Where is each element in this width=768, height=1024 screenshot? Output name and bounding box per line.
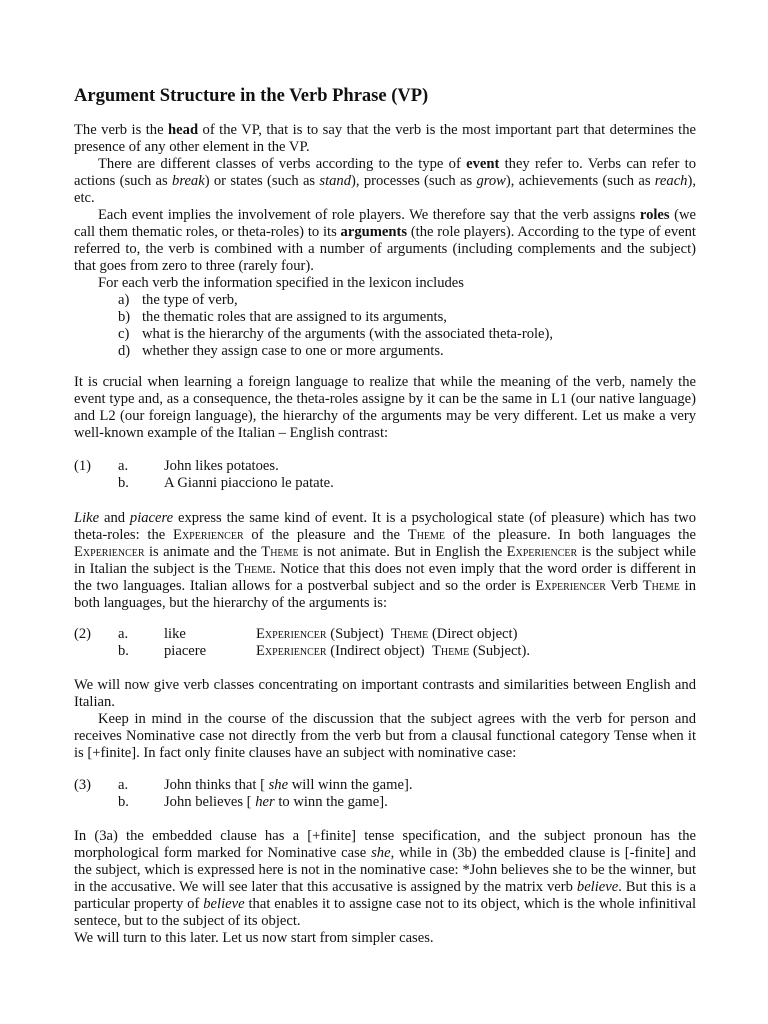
list-text: what is the hierarchy of the arguments (with the associated theta-role), bbox=[142, 326, 554, 342]
italic-term: piacere bbox=[129, 510, 174, 526]
paragraph-finite bbox=[74, 828, 696, 930]
classes-section bbox=[74, 677, 696, 762]
example-sentence: John likes potatoes. bbox=[164, 458, 279, 474]
example-roles bbox=[256, 626, 517, 643]
list-marker: a) bbox=[118, 292, 130, 308]
bold-term: arguments bbox=[340, 224, 408, 240]
italic-term: believe bbox=[576, 879, 619, 895]
italic-term: Like bbox=[74, 510, 100, 526]
italic-term: grow bbox=[476, 173, 506, 189]
example-verb: like bbox=[164, 626, 186, 642]
example-label: b. bbox=[118, 475, 129, 491]
paragraph-classes: We will now give verb classes concentrating on important contrasts and similarities between English and Italian. bbox=[74, 677, 696, 710]
italic-term: stand bbox=[319, 173, 352, 189]
list-text: the thematic roles that are assigned to its arguments, bbox=[142, 309, 447, 325]
smallcaps-term: Theme bbox=[234, 561, 273, 577]
smallcaps-term: Theme bbox=[431, 643, 470, 659]
example-label: a. bbox=[118, 777, 129, 793]
list-marker: c) bbox=[118, 326, 130, 342]
paragraph-head bbox=[74, 122, 696, 156]
text-run: John believes [ bbox=[164, 794, 256, 810]
example-row bbox=[74, 475, 696, 492]
italic-term: she bbox=[371, 845, 391, 861]
text-run: in both languages, but the hierarchy of the arguments is: bbox=[74, 578, 697, 611]
text-run: , while in (3b) the embedded clause is [-finite] and the subject, which is expressed here is not in the nominative case: *John believes she to be the winner, but in the accusative. We will see later that this accusative is assigned by the matrix verb bbox=[74, 845, 696, 895]
example-row bbox=[74, 794, 696, 811]
bold-term: head bbox=[168, 122, 199, 138]
text-run: of the pleasure and the bbox=[243, 527, 408, 543]
paragraph-contrast: It is crucial when learning a foreign language to realize that while the meaning of the verb, namely the event type and, as a consequence, the theta-roles assigne by it can be the same in L1 (our native language) and L2 (our foreign language), the hierarchy of the arguments may be very different. Let us make a very well-known example of the Italian – English contrast: bbox=[74, 374, 696, 441]
example-row bbox=[74, 777, 696, 794]
example-number: (3) bbox=[74, 777, 92, 793]
bold-term: event bbox=[466, 156, 500, 172]
list-marker: d) bbox=[118, 343, 131, 359]
text-run: (we call them thematic roles, or theta-roles) to its bbox=[74, 207, 697, 240]
paragraph-event bbox=[74, 156, 696, 207]
example-2 bbox=[74, 626, 696, 660]
smallcaps-term: Experiencer bbox=[173, 527, 244, 543]
italic-term: she bbox=[268, 777, 289, 793]
italic-term: break bbox=[172, 173, 205, 189]
paragraph-closing: We will turn to this later. Let us now start from simpler cases. bbox=[74, 930, 434, 946]
example-sentence bbox=[164, 794, 388, 811]
text-run: (Subject). bbox=[469, 643, 530, 659]
text-run: (Direct object) bbox=[428, 626, 518, 642]
text-run: In (3a) the embedded clause has a [+finite] tense specification, and the subject pronoun has the morphological form marked for Nominative case bbox=[74, 828, 696, 861]
contrast-section bbox=[74, 374, 696, 442]
smallcaps-term: Theme bbox=[642, 578, 680, 594]
text-run: express the same kind of event. It is a psychological state (of pleasure) which has two theta-roles: the bbox=[74, 510, 696, 543]
smallcaps-term: Theme bbox=[407, 527, 446, 543]
list-text: whether they assign case to one or more arguments. bbox=[142, 343, 444, 359]
example-label: a. bbox=[118, 626, 129, 642]
list-item bbox=[74, 292, 696, 309]
text-run: of the VP, that is to say that the verb is the most important part that determines the presence of any other element in the VP. bbox=[74, 122, 696, 155]
example-label: a. bbox=[118, 458, 129, 474]
text-run: . But this is a particular property of bbox=[74, 879, 697, 912]
theta-section bbox=[74, 510, 696, 612]
smallcaps-term: Theme bbox=[261, 544, 299, 560]
example-row bbox=[74, 626, 696, 643]
page-title: Argument Structure in the Verb Phrase (VP) bbox=[74, 86, 429, 106]
smallcaps-term: Experiencer bbox=[256, 626, 327, 642]
example-sentence: A Gianni piacciono le patate. bbox=[164, 475, 334, 491]
example-label: b. bbox=[118, 643, 129, 659]
smallcaps-term: Experiencer bbox=[506, 544, 578, 560]
list-item bbox=[74, 326, 696, 343]
italic-term: reach bbox=[654, 173, 688, 189]
text-run: that enables it to assigne case not to its object, which is the whole infinitival sentece, but to the subject of its object. bbox=[74, 896, 696, 929]
text-run: Verb bbox=[605, 578, 643, 594]
text-run: John thinks that [ bbox=[164, 777, 269, 793]
text-run: ) or states (such as bbox=[204, 173, 320, 189]
paragraph-lexicon: For each verb the information specified in the lexicon includes bbox=[98, 275, 464, 291]
smallcaps-term: Experiencer bbox=[74, 544, 145, 560]
example-row bbox=[74, 643, 696, 660]
text-run: is animate and the bbox=[144, 544, 262, 560]
text-run: . Notice that this does not even imply that the word order is different in the two languages. Italian allows for a postverbal subject and so the order is bbox=[74, 561, 696, 594]
text-run: The verb is the bbox=[74, 122, 169, 138]
text-run: (Indirect object) bbox=[326, 643, 432, 659]
text-run: There are different classes of verbs according to the type of bbox=[98, 156, 467, 172]
example-verb: piacere bbox=[164, 643, 207, 659]
list-item bbox=[74, 309, 696, 326]
text-run: will winn the game]. bbox=[288, 777, 413, 793]
example-sentence bbox=[164, 777, 413, 794]
text-run: ), achievements (such as bbox=[505, 173, 655, 189]
smallcaps-term: Theme bbox=[391, 626, 429, 642]
intro-section bbox=[74, 122, 696, 360]
example-1 bbox=[74, 458, 696, 492]
bold-term: roles bbox=[639, 207, 670, 223]
text-run: ), etc. bbox=[74, 173, 696, 206]
list-marker: b) bbox=[118, 309, 131, 325]
paragraph-theta bbox=[74, 510, 696, 612]
text-run: ), processes (such as bbox=[351, 173, 477, 189]
text-run: of the pleasure. In both languages the bbox=[445, 527, 696, 543]
text-run: (the role players). According to the type of event referred to, the verb is combined with a number of arguments (including complements and the subject) that goes from zero to three (rarely four). bbox=[74, 224, 696, 274]
italic-term: her bbox=[255, 794, 275, 810]
example-label: b. bbox=[118, 794, 129, 810]
example-row bbox=[74, 458, 696, 475]
list-text: the type of verb, bbox=[142, 292, 238, 308]
text-run: is the subject while in Italian the subject is the bbox=[74, 544, 696, 577]
list-item bbox=[74, 343, 696, 360]
paragraph-nominative: Keep in mind in the course of the discussion that the subject agrees with the verb for person and receives Nominative case not directly from the verb but from a clausal functional category Tense when it is [+finite]. In fact only finite clauses have an subject with nominative case: bbox=[74, 711, 696, 761]
example-3 bbox=[74, 777, 696, 811]
paragraph-roles bbox=[74, 207, 696, 275]
smallcaps-term: Experiencer bbox=[256, 643, 327, 659]
text-run: is not animate. But in English the bbox=[298, 544, 507, 560]
text-run: to winn the game]. bbox=[274, 794, 388, 810]
example-roles bbox=[256, 643, 530, 660]
italic-term: believe bbox=[203, 896, 245, 912]
text-run: Each event implies the involvement of role players. We therefore say that the verb assigns bbox=[98, 207, 640, 223]
text-run: they refer to. Verbs can refer to actions (such as bbox=[74, 156, 696, 189]
example-number: (1) bbox=[74, 458, 92, 474]
smallcaps-term: Experiencer bbox=[535, 578, 606, 594]
text-run: (Subject) bbox=[326, 626, 392, 642]
lexicon-list bbox=[74, 292, 696, 360]
finite-section bbox=[74, 828, 696, 947]
example-number: (2) bbox=[74, 626, 92, 642]
text-run: and bbox=[99, 510, 130, 526]
